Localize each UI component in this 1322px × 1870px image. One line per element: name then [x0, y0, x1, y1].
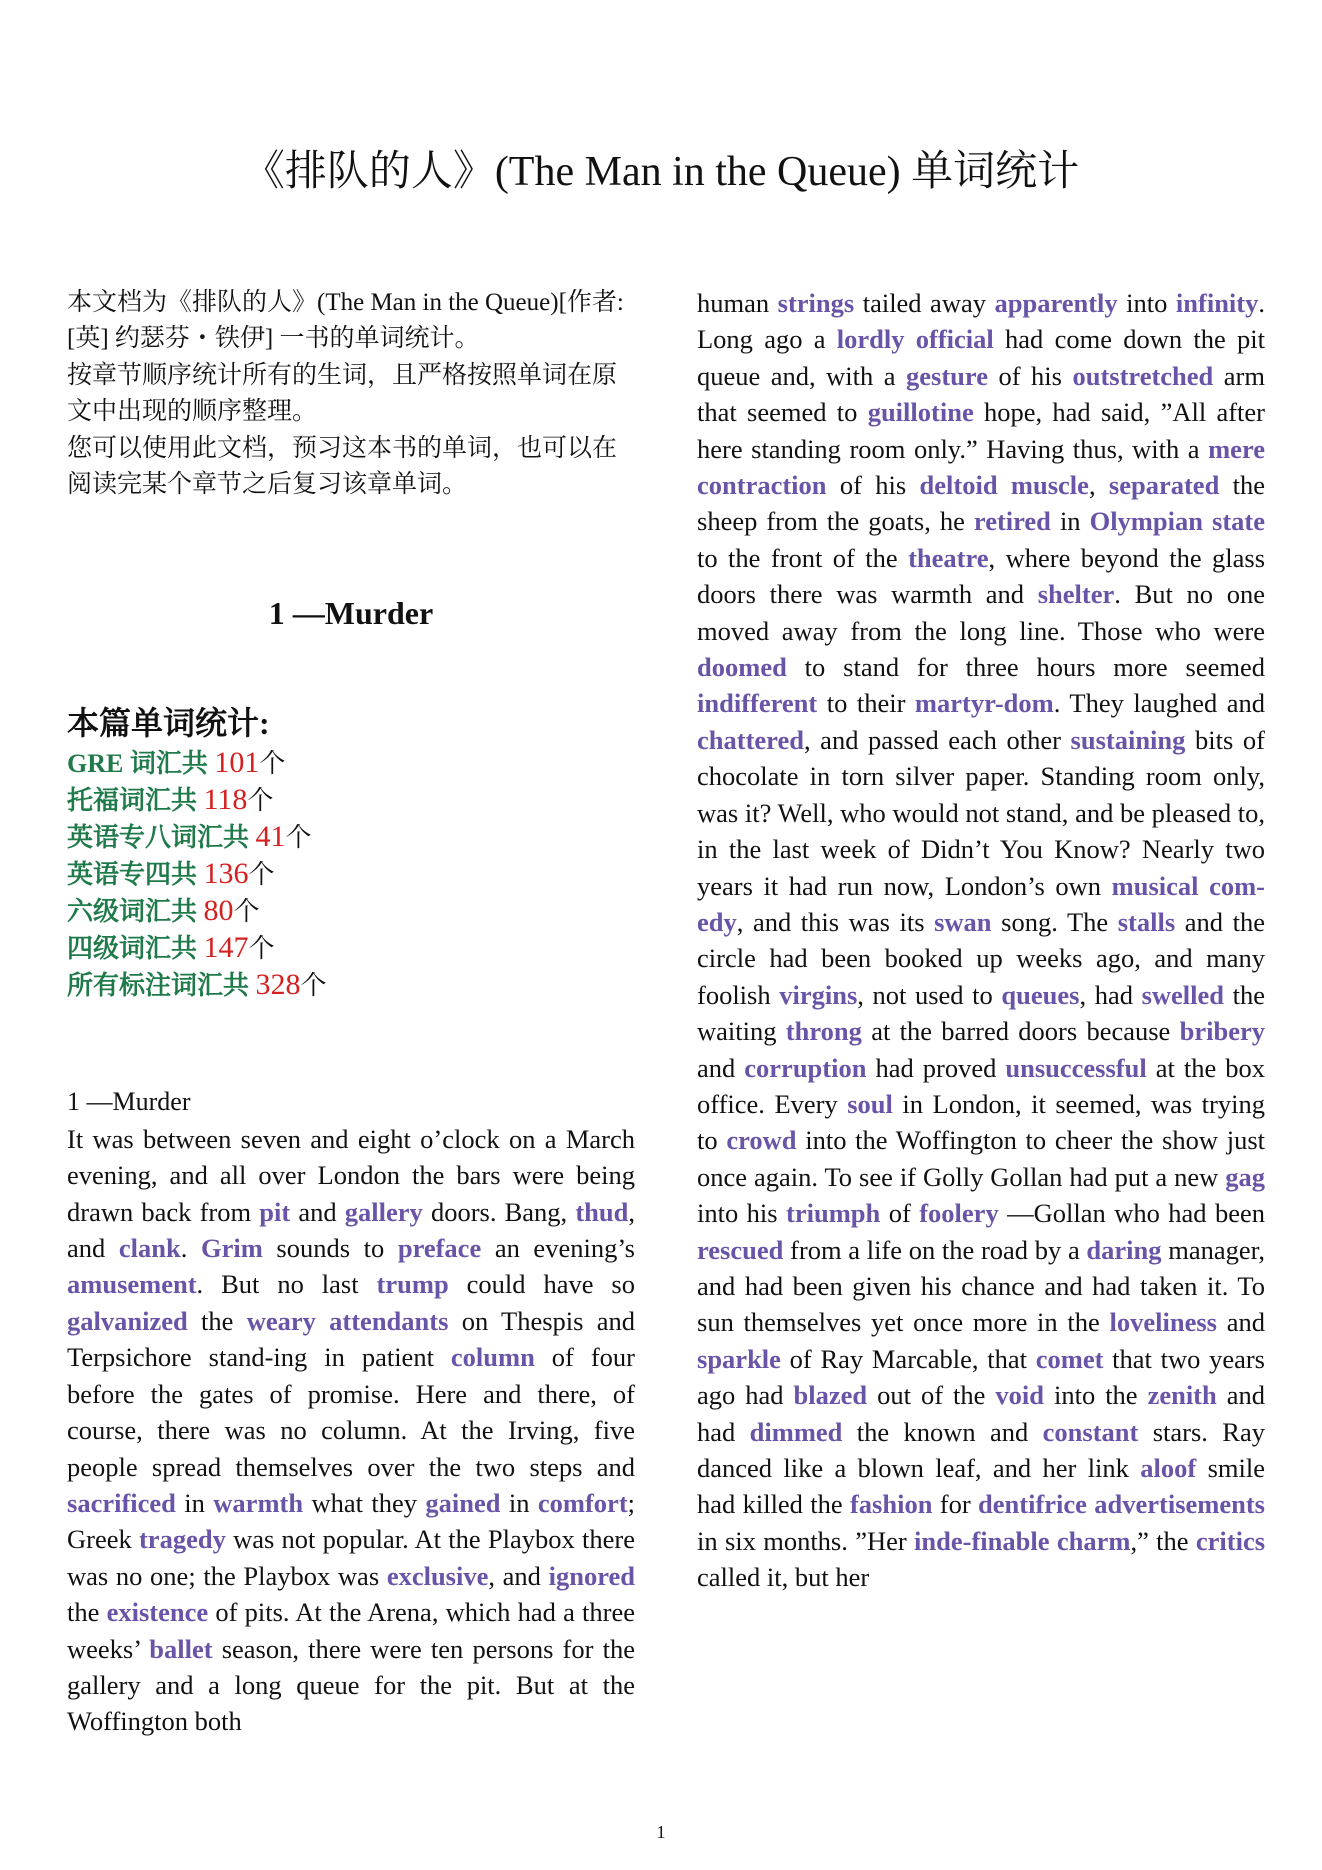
stat-line	[67, 930, 635, 967]
stat-label: 英语专八词汇共	[67, 823, 256, 853]
vocab-word: throng	[785, 1016, 862, 1047]
intro-line: 按章节顺序统计所有的生词，且严格按照单词在原文中出现的顺序整理。	[67, 361, 618, 426]
vocab-word: exclusive	[386, 1560, 489, 1591]
vocab-word: galvanized	[67, 1305, 188, 1336]
vocab-word: comfort	[537, 1487, 628, 1518]
vocab-word: inde-finable	[914, 1525, 1050, 1556]
vocab-word: soul	[847, 1088, 893, 1119]
stat-count: 328	[255, 968, 301, 1002]
vocab-word: separated	[1108, 470, 1220, 501]
vocab-word: crowd	[726, 1125, 797, 1156]
vocab-word: deltoid	[919, 470, 998, 501]
vocab-word: doomed	[697, 652, 787, 683]
stat-line	[67, 967, 635, 1004]
vocab-word: virgins	[779, 979, 858, 1010]
vocab-word: gesture	[906, 360, 988, 391]
vocab-word: thud	[575, 1196, 629, 1227]
vocab-word: existence	[106, 1597, 209, 1628]
vocab-word: bribery	[1179, 1016, 1265, 1047]
vocab-word: official	[915, 324, 994, 355]
vocab-word: theatre	[908, 542, 989, 573]
vocab-word: Grim	[200, 1233, 263, 1264]
stat-line	[67, 745, 635, 782]
stat-label: GRE 词汇共	[67, 749, 215, 779]
vocab-word: gallery	[344, 1196, 423, 1227]
vocab-word: unsuccessful	[1005, 1052, 1147, 1083]
vocab-word: strings	[777, 288, 855, 318]
stat-unit: 个	[285, 823, 312, 853]
page-title: 《排队的人》(The Man in the Queue) 单词统计	[242, 149, 1080, 195]
vocab-word: sparkle	[697, 1343, 781, 1374]
vocab-word: pit	[259, 1196, 291, 1227]
page-number: 1	[656, 1822, 666, 1842]
intro-line: 您可以使用此文档，预习这本书的单词，也可以在阅读完某个章节之后复习该章单词。	[67, 434, 618, 499]
vocab-word: outstretched	[1072, 360, 1214, 391]
vocab-word: advertisements	[1094, 1489, 1265, 1520]
stat-line	[67, 819, 635, 856]
stat-count: 41	[255, 820, 286, 854]
vocab-word: gag	[1225, 1161, 1265, 1192]
stat-line	[67, 782, 635, 819]
chapter-heading: 1 —Murder	[268, 595, 434, 632]
vocab-word: comet	[1035, 1343, 1104, 1374]
vocab-word: constant	[1042, 1416, 1139, 1447]
vocab-word: ignored	[548, 1560, 635, 1591]
stat-count: 147	[203, 931, 249, 965]
vocab-word: weary	[246, 1305, 316, 1336]
stats-list	[67, 745, 635, 1004]
vocab-word: com-edy	[697, 870, 1266, 937]
vocab-word: loveliness	[1109, 1307, 1217, 1338]
vocab-word: void	[995, 1380, 1044, 1411]
vocab-word: mere	[1208, 433, 1265, 464]
stat-unit: 个	[247, 786, 274, 816]
vocab-word: tragedy	[138, 1524, 226, 1555]
vocab-word: shelter	[1037, 579, 1115, 610]
vocab-word: zenith	[1147, 1380, 1217, 1411]
intro-line: 本文档为《排队的人》(The Man in the Queue)[作者: [英] 约瑟芬・铁伊] 一书的单词统计。	[67, 289, 624, 353]
right-column	[697, 285, 1265, 1596]
vocab-word: lordly	[836, 324, 905, 355]
vocab-word: musical	[1111, 870, 1199, 901]
vocab-word: clank	[118, 1233, 181, 1264]
vocab-word: trump	[376, 1269, 449, 1300]
vocab-word: amusement	[67, 1269, 197, 1300]
stat-count: 136	[203, 857, 249, 891]
vocab-word: warmth	[213, 1487, 304, 1518]
stat-label: 所有标注词汇共	[67, 971, 256, 1001]
vocab-word: infinity	[1175, 288, 1259, 318]
section-label: 1 —Murder	[67, 1087, 191, 1117]
vocab-word: blazed	[793, 1380, 868, 1411]
vocab-word: Olympian	[1089, 506, 1203, 537]
stat-label: 六级词汇共	[67, 897, 204, 927]
vocab-word: daring	[1086, 1234, 1162, 1265]
vocab-word: contraction	[697, 470, 827, 501]
vocab-word: dimmed	[749, 1416, 843, 1447]
stats-title: 本篇单词统计:	[67, 705, 270, 742]
vocab-word: swan	[934, 906, 992, 937]
vocab-word: rescued	[697, 1234, 784, 1265]
vocab-word: gained	[425, 1487, 501, 1518]
vocab-word: foolery	[919, 1198, 999, 1229]
vocab-word: retired	[973, 506, 1051, 537]
stat-label: 四级词汇共	[67, 934, 204, 964]
vocab-word: fashion	[849, 1489, 933, 1520]
vocab-word: preface	[397, 1233, 482, 1264]
vocab-word: martyr-dom	[914, 688, 1054, 719]
vocab-word: guillotine	[867, 397, 974, 428]
vocab-word: muscle	[1010, 470, 1089, 501]
vocab-word: sustaining	[1070, 724, 1186, 755]
stat-unit: 个	[300, 971, 327, 1001]
stat-line	[67, 893, 635, 930]
stat-unit: 个	[248, 934, 275, 964]
vocab-word: chattered	[697, 724, 804, 755]
vocab-word: aloof	[1140, 1453, 1197, 1483]
stat-count: 101	[214, 746, 260, 780]
vocab-word: triumph	[786, 1198, 881, 1229]
vocab-word: stalls	[1117, 906, 1176, 937]
left-column	[67, 285, 635, 1740]
vocab-word: column	[450, 1342, 535, 1373]
stat-unit: 个	[233, 897, 260, 927]
body-text: human strings tailed away apparently into infinity. Long ago a lordly official had come down the pit queue and, with a gesture of his outstretched arm that seemed to guillotine hope, had said, ”All after here standing room only.” Having thus, with a mere contraction of his deltoid muscle, separated the sheep from the goats, he retired in Olympian state to the front of the theatre, where beyond the glass doors there was warmth and shelter. But no one moved away from the long line. Those who were doomed to stand for three hours more seemed indifferent to their martyr-dom. They laughed and chattered, and passed each other sustaining bits of chocolate in torn silver paper. Standing room only, was it? Well, who would not stand, and be pleased to, in the last week of Didn’t You Know? Nearly two years it had run now, London’s own musical com-edy, and this was its swan song. The stalls and the circle had been booked up weeks ago, and many foolish virgins, not used to queues, had swelled the waiting throng at the barred doors because bribery and corruption had proved unsuccessful at the box office. Every soul in London, it seemed, was trying to crowd into the Woffington to cheer the show just once again. To see if Golly Gollan had put a new gag into his triumph of foolery —Gollan who had been rescued from a life on the road by a daring manager, and had been given his chance and had taken it. To sun themselves yet once more in the loveliness and sparkle of Ray Marcable, that comet that two years ago had blazed out of the void into the zenith and had dimmed the known and constant stars. Ray danced like a blown leaf, and her link aloof smile had killed the fashion for dentifrice advertisements in six months. ”Her inde-finable charm,” the critics called it, but her	[697, 288, 1266, 1593]
vocab-word: sacrificed	[67, 1487, 176, 1518]
intro-block	[67, 285, 635, 503]
vocab-word: swelled	[1141, 979, 1225, 1010]
vocab-word: indifferent	[697, 688, 818, 719]
vocab-word: state	[1212, 506, 1265, 537]
stat-count: 80	[203, 894, 234, 928]
vocab-word: ballet	[149, 1633, 213, 1664]
vocab-word: critics	[1195, 1525, 1266, 1556]
stat-unit: 个	[259, 749, 286, 779]
vocab-word: apparently	[994, 288, 1118, 318]
stat-label: 托福词汇共	[67, 786, 204, 816]
vocab-word: dentifrice	[978, 1489, 1087, 1520]
stat-line	[67, 856, 635, 893]
stat-count: 118	[203, 783, 248, 817]
vocab-word: attendants	[329, 1305, 449, 1336]
vocab-word: queues	[1001, 979, 1080, 1010]
vocab-word: corruption	[744, 1052, 867, 1083]
body-text: It was between seven and eight o’clock on a March evening, and all over London the bars were being drawn back from pit and gallery doors. Bang, thud, and clank. Grim sounds to preface an evening’s amusement. But no last trump could have so galvanized the weary attendants on Thespis and Terpsichore stand-ing in patient column of four before the gates of promise. Here and there, of course, there was no column. At the Irving, five people spread themselves over the two steps and sacrificed in warmth what they gained in comfort; Greek tragedy was not popular. At the Playbox there was no one; the Playbox was exclusive, and ignored the existence of pits. At the Arena, which had a three weeks’ ballet season, there were ten persons for the gallery and a long queue for the pit. But at the Woffington both	[67, 1123, 636, 1737]
stat-label: 英语专四共	[67, 860, 204, 890]
vocab-word: charm	[1056, 1525, 1131, 1556]
stat-unit: 个	[248, 860, 275, 890]
